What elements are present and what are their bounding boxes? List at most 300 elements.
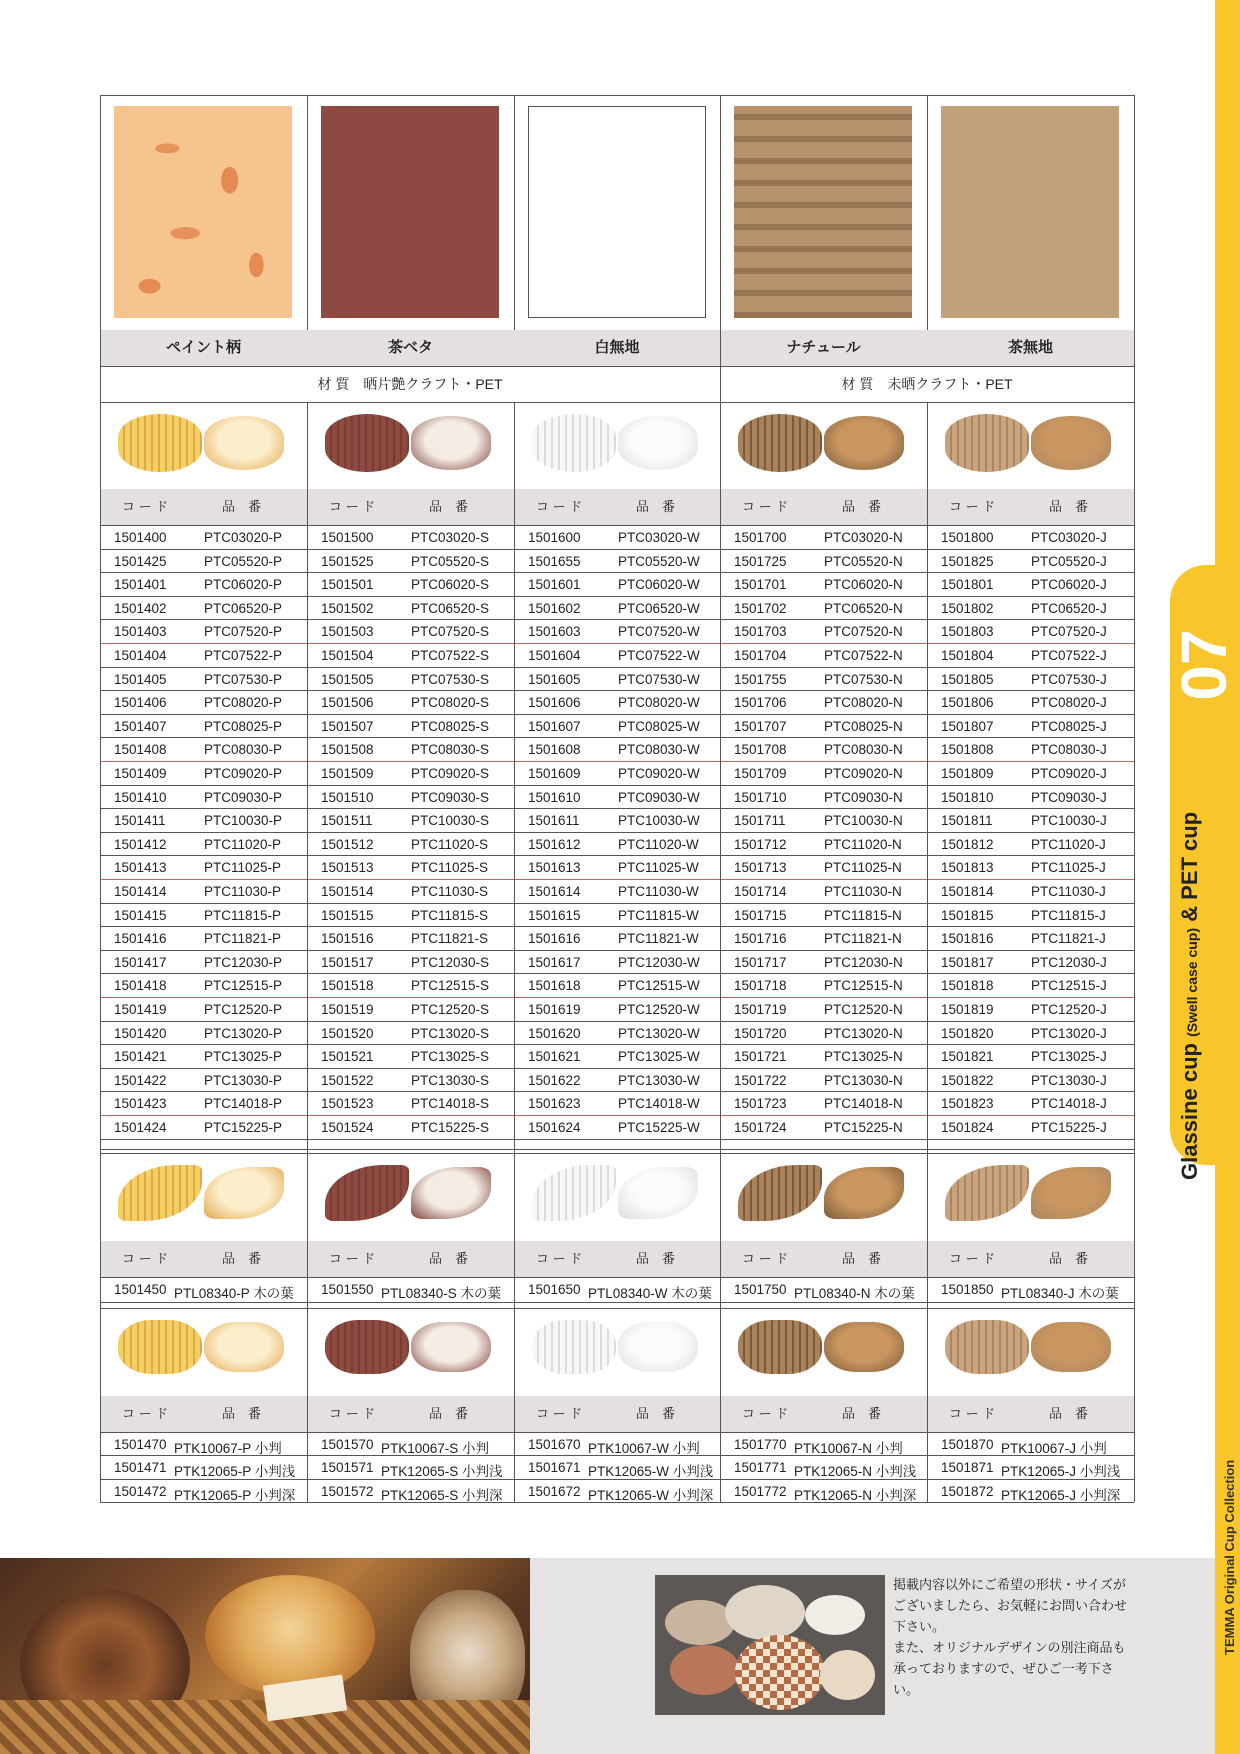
number-header: 品 番 (429, 1405, 469, 1421)
item-code: 1501805 (941, 671, 994, 687)
item-number: PTC09020-W (618, 766, 700, 781)
item-number: PTC10030-W (618, 813, 700, 829)
code-header: コ ー ド (122, 1405, 169, 1421)
item-code: 1501423 (114, 1096, 167, 1112)
column-header: ナチュール (720, 330, 927, 366)
cup-image (325, 414, 409, 472)
item-number: PTC11025-J (1031, 860, 1106, 876)
item-code: 1501603 (528, 624, 581, 640)
row-divider (100, 785, 1134, 786)
table-subheader (927, 1396, 1134, 1432)
item-number: PTC09030-N (824, 789, 903, 805)
column-divider (307, 95, 308, 330)
cup-image (618, 1167, 698, 1219)
item-code: 1501800 (941, 530, 994, 545)
item-code: 1501722 (734, 1072, 787, 1088)
column-divider (720, 1308, 721, 1503)
item-number: PTK12065-S 小判深 (381, 1487, 503, 1503)
cup-image (738, 1320, 822, 1374)
item-code: 1501406 (114, 695, 167, 711)
item-code: 1501572 (321, 1483, 374, 1499)
item-code: 1501719 (734, 1002, 787, 1017)
row-divider (100, 926, 1134, 927)
column-divider (514, 95, 515, 330)
column-divider (307, 402, 308, 1153)
column-divider (720, 330, 721, 402)
item-code: 1501501 (321, 577, 374, 593)
item-number: PTC13025-S (411, 1049, 490, 1065)
item-code: 1501703 (734, 624, 787, 640)
item-code: 1501772 (734, 1483, 787, 1499)
table-subheader (720, 489, 927, 525)
number-header: 品 番 (429, 1250, 469, 1266)
item-code: 1501402 (114, 600, 167, 616)
item-code: 1501671 (528, 1460, 581, 1476)
item-number: PTC07522-W (618, 648, 700, 663)
item-number: PTC11020-P (204, 836, 282, 852)
column-divider (514, 402, 515, 1153)
item-code: 1501807 (941, 718, 994, 734)
item-code: 1501422 (114, 1072, 167, 1088)
item-code: 1501613 (528, 860, 581, 876)
cup-image (411, 1322, 491, 1372)
cups-photo (655, 1575, 885, 1715)
item-code: 1501718 (734, 978, 787, 994)
item-number: PTC13030-P (204, 1072, 283, 1088)
item-code: 1501550 (321, 1281, 374, 1297)
number-header: 品 番 (1049, 499, 1089, 514)
row-divider (100, 1302, 1134, 1303)
item-code: 1501706 (734, 695, 787, 711)
item-code: 1501714 (734, 884, 787, 899)
item-number: PTC05520-J (1031, 553, 1107, 569)
item-code: 1501571 (321, 1460, 374, 1476)
cup-image (204, 416, 284, 470)
row-divider (100, 549, 1134, 550)
item-number: PTC07530-S (411, 671, 490, 687)
cup-image (945, 1165, 1029, 1221)
item-number: PTC13025-N (824, 1049, 903, 1065)
item-number: PTC11821-W (618, 931, 699, 947)
item-code: 1501470 (114, 1436, 167, 1452)
item-number: PTC10030-N (824, 813, 903, 829)
note-line: 承っておりますので、ぜひご一考下さい。 (893, 1661, 1114, 1697)
item-number: PTC09030-J (1031, 789, 1107, 805)
item-number: PTC06520-N (824, 600, 903, 616)
number-header: 品 番 (842, 1405, 882, 1421)
row-divider (100, 690, 1134, 691)
item-number: PTC13025-P (204, 1049, 283, 1065)
item-number: PTK12065-P 小判浅 (174, 1464, 296, 1480)
item-number: PTC09030-P (204, 789, 283, 805)
item-code: 1501850 (941, 1281, 994, 1297)
cup-image (670, 1645, 740, 1695)
item-number: PTC06020-N (824, 577, 903, 593)
item-code: 1501813 (941, 860, 994, 876)
item-number: PTC14018-W (618, 1096, 700, 1112)
item-number: PTK10067-P 小判 (174, 1440, 282, 1456)
item-code: 1501409 (114, 766, 167, 781)
number-header: 品 番 (636, 1250, 676, 1266)
item-code: 1501472 (114, 1483, 167, 1499)
item-number: PTC11030-P (204, 884, 282, 899)
cup-image (325, 1165, 409, 1221)
row-divider (100, 761, 1134, 762)
row-divider (100, 714, 1134, 715)
number-header: 品 番 (222, 499, 262, 514)
item-code: 1501412 (114, 836, 167, 852)
cup-image (820, 1650, 875, 1700)
item-number: PTK10067-W 小判 (588, 1440, 700, 1456)
item-number: PTC11020-W (618, 836, 699, 852)
item-code: 1501524 (321, 1120, 374, 1135)
item-number: PTC11815-W (618, 907, 699, 923)
item-number: PTL08340-W 木の葉 (588, 1285, 712, 1301)
item-number: PTC14018-N (824, 1096, 903, 1112)
item-code: 1501820 (941, 1025, 994, 1041)
item-number: PTC08020-P (204, 695, 283, 711)
item-code: 1501505 (321, 671, 374, 687)
item-code: 1501518 (321, 978, 374, 994)
column-divider (307, 1308, 308, 1503)
row-divider (100, 596, 1134, 597)
row-divider (100, 808, 1134, 809)
number-header: 品 番 (636, 1405, 676, 1421)
item-code: 1501522 (321, 1072, 374, 1088)
swatch-j (941, 106, 1119, 318)
item-code: 1501720 (734, 1025, 787, 1041)
item-code: 1501825 (941, 553, 994, 569)
basket-image (0, 1700, 530, 1754)
item-number: PTC06520-S (411, 600, 490, 616)
row-divider (100, 737, 1134, 738)
item-number: PTC07530-W (618, 671, 700, 687)
item-code: 1501620 (528, 1025, 581, 1041)
item-number: PTC09020-S (411, 766, 490, 781)
row-divider (100, 1502, 1134, 1503)
item-number: PTC07522-S (411, 648, 490, 663)
material-label: 材 質 未晒クラフト・PET (841, 376, 1013, 392)
item-number: PTC08020-J (1031, 695, 1107, 711)
item-code: 1501811 (941, 813, 993, 829)
item-code: 1501712 (734, 836, 787, 852)
row-divider (100, 950, 1134, 951)
item-number: PTC08025-J (1031, 718, 1107, 734)
item-number: PTC12520-J (1031, 1002, 1107, 1017)
item-code: 1501709 (734, 766, 787, 781)
cup-image (738, 1165, 822, 1221)
item-code: 1501521 (321, 1049, 374, 1065)
table-subheader (100, 1396, 307, 1432)
item-number: PTC03020-P (204, 530, 283, 545)
item-code: 1501410 (114, 789, 167, 805)
item-code: 1501817 (941, 954, 994, 970)
item-number: PTC11821-J (1031, 931, 1106, 947)
item-number: PTC12515-J (1031, 978, 1107, 994)
item-code: 1501816 (941, 931, 994, 947)
row-divider (100, 619, 1134, 620)
item-number: PTL08340-N 木の葉 (794, 1285, 915, 1301)
code-header: コ ー ド (122, 1250, 169, 1266)
item-number: PTC12520-S (411, 1002, 490, 1017)
item-code: 1501515 (321, 907, 374, 923)
item-number: PTC15225-P (204, 1120, 283, 1135)
cup-image (618, 416, 698, 470)
item-code: 1501755 (734, 671, 787, 687)
note-line: また、オリジナルデザインの別注商品も (893, 1640, 1126, 1655)
table-subheader (100, 489, 307, 525)
item-code: 1501503 (321, 624, 374, 640)
item-code: 1501809 (941, 766, 994, 781)
item-code: 1501717 (734, 954, 787, 970)
item-number: PTC05520-N (824, 553, 903, 569)
item-number: PTC03020-S (411, 530, 490, 545)
item-number: PTC08030-P (204, 742, 283, 758)
item-code: 1501604 (528, 648, 581, 663)
item-number: PTC08020-W (618, 695, 700, 711)
column-divider (1134, 95, 1135, 1502)
item-code: 1501614 (528, 884, 581, 899)
item-number: PTC14018-J (1031, 1096, 1107, 1112)
table-subheader (927, 489, 1134, 525)
item-code: 1501425 (114, 553, 167, 569)
item-number: PTC08020-S (411, 695, 490, 711)
item-code: 1501508 (321, 742, 374, 758)
item-number: PTC15225-N (824, 1120, 903, 1135)
item-number: PTC12520-W (618, 1002, 700, 1017)
item-code: 1501523 (321, 1096, 374, 1112)
item-number: PTK12065-W 小判浅 (588, 1464, 714, 1480)
item-number: PTC11815-N (824, 907, 902, 923)
item-code: 1501819 (941, 1002, 994, 1017)
item-code: 1501804 (941, 648, 994, 663)
item-code: 1501821 (941, 1049, 994, 1065)
item-code: 1501516 (321, 931, 374, 947)
code-header: コ ー ド (329, 1405, 376, 1421)
table-subheader (514, 1241, 720, 1277)
cup-image (204, 1322, 284, 1372)
item-number: PTC08025-W (618, 718, 700, 734)
item-number: PTC12030-N (824, 954, 903, 970)
number-header: 品 番 (1049, 1405, 1089, 1421)
item-code: 1501621 (528, 1049, 581, 1065)
item-code: 1501802 (941, 600, 994, 616)
cup-image (118, 1165, 202, 1221)
item-number: PTC07520-S (411, 624, 490, 640)
cup-image (1031, 1322, 1111, 1372)
row-divider (100, 1091, 1134, 1092)
item-number: PTC10030-S (411, 813, 490, 829)
item-number: PTC08025-S (411, 718, 490, 734)
item-code: 1501408 (114, 742, 167, 758)
item-number: PTC12515-S (411, 978, 490, 994)
item-number: PTC09020-P (204, 766, 283, 781)
cup-image (738, 414, 822, 472)
item-number: PTC08030-W (618, 742, 700, 758)
cup-image (411, 1167, 491, 1219)
cup-image (532, 414, 616, 472)
column-divider (927, 1308, 928, 1503)
item-number: PTL08340-P 木の葉 (174, 1285, 294, 1301)
item-code: 1501871 (941, 1460, 994, 1476)
item-code: 1501870 (941, 1436, 994, 1452)
item-code: 1501609 (528, 766, 581, 781)
row-divider (100, 1068, 1134, 1069)
item-code: 1501721 (734, 1049, 787, 1065)
item-number: PTC07520-W (618, 624, 700, 640)
item-number: PTC11020-N (824, 836, 902, 852)
column-divider (100, 95, 101, 1502)
item-number: PTC06020-W (618, 577, 700, 593)
item-number: PTC03020-W (618, 530, 700, 545)
item-code: 1501519 (321, 1002, 374, 1017)
item-number: PTK12065-N 小判浅 (794, 1464, 917, 1480)
item-code: 1501602 (528, 600, 581, 616)
cup-image (945, 414, 1029, 472)
item-code: 1501401 (114, 577, 167, 593)
item-number: PTC11030-N (824, 884, 902, 899)
item-number: PTC12515-P (204, 978, 283, 994)
item-number: PTC11025-S (411, 860, 489, 876)
code-header: コ ー ド (536, 1405, 583, 1421)
item-code: 1501725 (734, 553, 787, 569)
cup-image (725, 1585, 805, 1640)
cup-image (532, 1320, 616, 1374)
item-code: 1501619 (528, 1002, 581, 1017)
item-number: PTK12065-P 小判深 (174, 1487, 296, 1503)
item-code: 1501420 (114, 1025, 167, 1041)
item-number: PTC05520-W (618, 553, 700, 569)
item-number: PTC11815-S (411, 907, 489, 923)
item-code: 1501607 (528, 718, 581, 734)
item-code: 1501413 (114, 860, 167, 876)
column-header: ペイント柄 (100, 330, 307, 366)
item-code: 1501724 (734, 1120, 787, 1135)
section-title (1170, 660, 1210, 1180)
code-header: コ ー ド (742, 1405, 789, 1421)
item-code: 1501419 (114, 1002, 167, 1017)
table-subheader (100, 1241, 307, 1277)
item-number: PTC07530-J (1031, 671, 1107, 687)
code-header: コ ー ド (742, 499, 789, 514)
column-divider (514, 1153, 515, 1308)
number-header: 品 番 (222, 1250, 262, 1266)
item-number: PTC12030-W (618, 954, 700, 970)
item-number: PTC15225-S (411, 1120, 490, 1135)
item-number: PTC08020-N (824, 695, 903, 711)
cup-image (618, 1322, 698, 1372)
item-number: PTC07522-N (824, 648, 903, 663)
item-number: PTK10067-J 小判 (1001, 1440, 1107, 1456)
item-code: 1501502 (321, 600, 374, 616)
item-code: 1501824 (941, 1120, 994, 1135)
item-number: PTC11020-S (411, 836, 489, 852)
row-divider (100, 1021, 1134, 1022)
item-code: 1501872 (941, 1483, 994, 1499)
item-code: 1501509 (321, 766, 374, 781)
item-code: 1501606 (528, 695, 581, 711)
item-number: PTC13020-N (824, 1025, 903, 1041)
row-divider (100, 855, 1134, 856)
code-header: コ ー ド (536, 499, 583, 514)
item-code: 1501702 (734, 600, 787, 616)
item-number: PTC11025-P (204, 860, 282, 876)
item-number: PTC06020-S (411, 577, 490, 593)
note-line: 下さい。 (893, 1619, 946, 1634)
item-code: 1501710 (734, 789, 787, 805)
item-number: PTC11815-J (1031, 907, 1106, 923)
table-subheader (307, 1396, 514, 1432)
item-number: PTC13030-W (618, 1072, 700, 1088)
swatch-n (734, 106, 912, 318)
column-header: 白無地 (514, 330, 720, 366)
item-code: 1501655 (528, 553, 581, 569)
item-number: PTC14018-P (204, 1096, 283, 1112)
row-divider (100, 95, 1134, 96)
item-number: PTC08025-P (204, 718, 283, 734)
item-number: PTC13020-S (411, 1025, 490, 1041)
item-number: PTC05520-P (204, 553, 283, 569)
item-number: PTC08025-N (824, 718, 903, 734)
item-code: 1501400 (114, 530, 167, 545)
item-code: 1501670 (528, 1436, 581, 1452)
row-divider (100, 667, 1134, 668)
item-code: 1501812 (941, 836, 994, 852)
item-code: 1501708 (734, 742, 787, 758)
column-divider (927, 1153, 928, 1308)
item-code: 1501618 (528, 978, 581, 994)
table-subheader (927, 1241, 1134, 1277)
item-number: PTC11821-S (411, 931, 489, 947)
item-code: 1501716 (734, 931, 787, 947)
code-header: コ ー ド (949, 1405, 996, 1421)
item-number: PTC13020-W (618, 1025, 700, 1041)
item-code: 1501650 (528, 1281, 581, 1297)
item-code: 1501407 (114, 718, 167, 734)
item-number: PTC07530-N (824, 671, 903, 687)
item-number: PTC13030-J (1031, 1072, 1107, 1088)
item-number: PTK10067-N 小判 (794, 1440, 903, 1456)
note-line: ございましたら、お気軽にお問い合わせ (893, 1598, 1128, 1613)
item-code: 1501506 (321, 695, 374, 711)
number-header: 品 番 (222, 1405, 262, 1421)
row-divider (100, 572, 1134, 573)
row-divider (100, 832, 1134, 833)
item-code: 1501418 (114, 978, 167, 994)
code-header: コ ー ド (122, 499, 169, 514)
item-code: 1501500 (321, 530, 374, 545)
swatch-w (528, 106, 706, 318)
column-divider (720, 1153, 721, 1308)
table-subheader (514, 1396, 720, 1432)
item-code: 1501622 (528, 1072, 581, 1088)
item-number: PTC15225-J (1031, 1120, 1107, 1135)
item-number: PTC11030-J (1031, 884, 1106, 899)
item-code: 1501711 (734, 813, 786, 829)
item-number: PTC12030-S (411, 954, 490, 970)
item-code: 1501403 (114, 624, 167, 640)
item-code: 1501615 (528, 907, 581, 923)
item-number: PTC12515-W (618, 978, 700, 994)
row-divider (100, 643, 1134, 644)
item-number: PTC06020-P (204, 577, 283, 593)
item-number: PTC07530-P (204, 671, 283, 687)
item-number: PTC13020-P (204, 1025, 283, 1041)
table-subheader (307, 1241, 514, 1277)
item-code: 1501801 (941, 577, 994, 593)
table-subheader (720, 1396, 927, 1432)
row-divider (100, 1432, 1134, 1433)
